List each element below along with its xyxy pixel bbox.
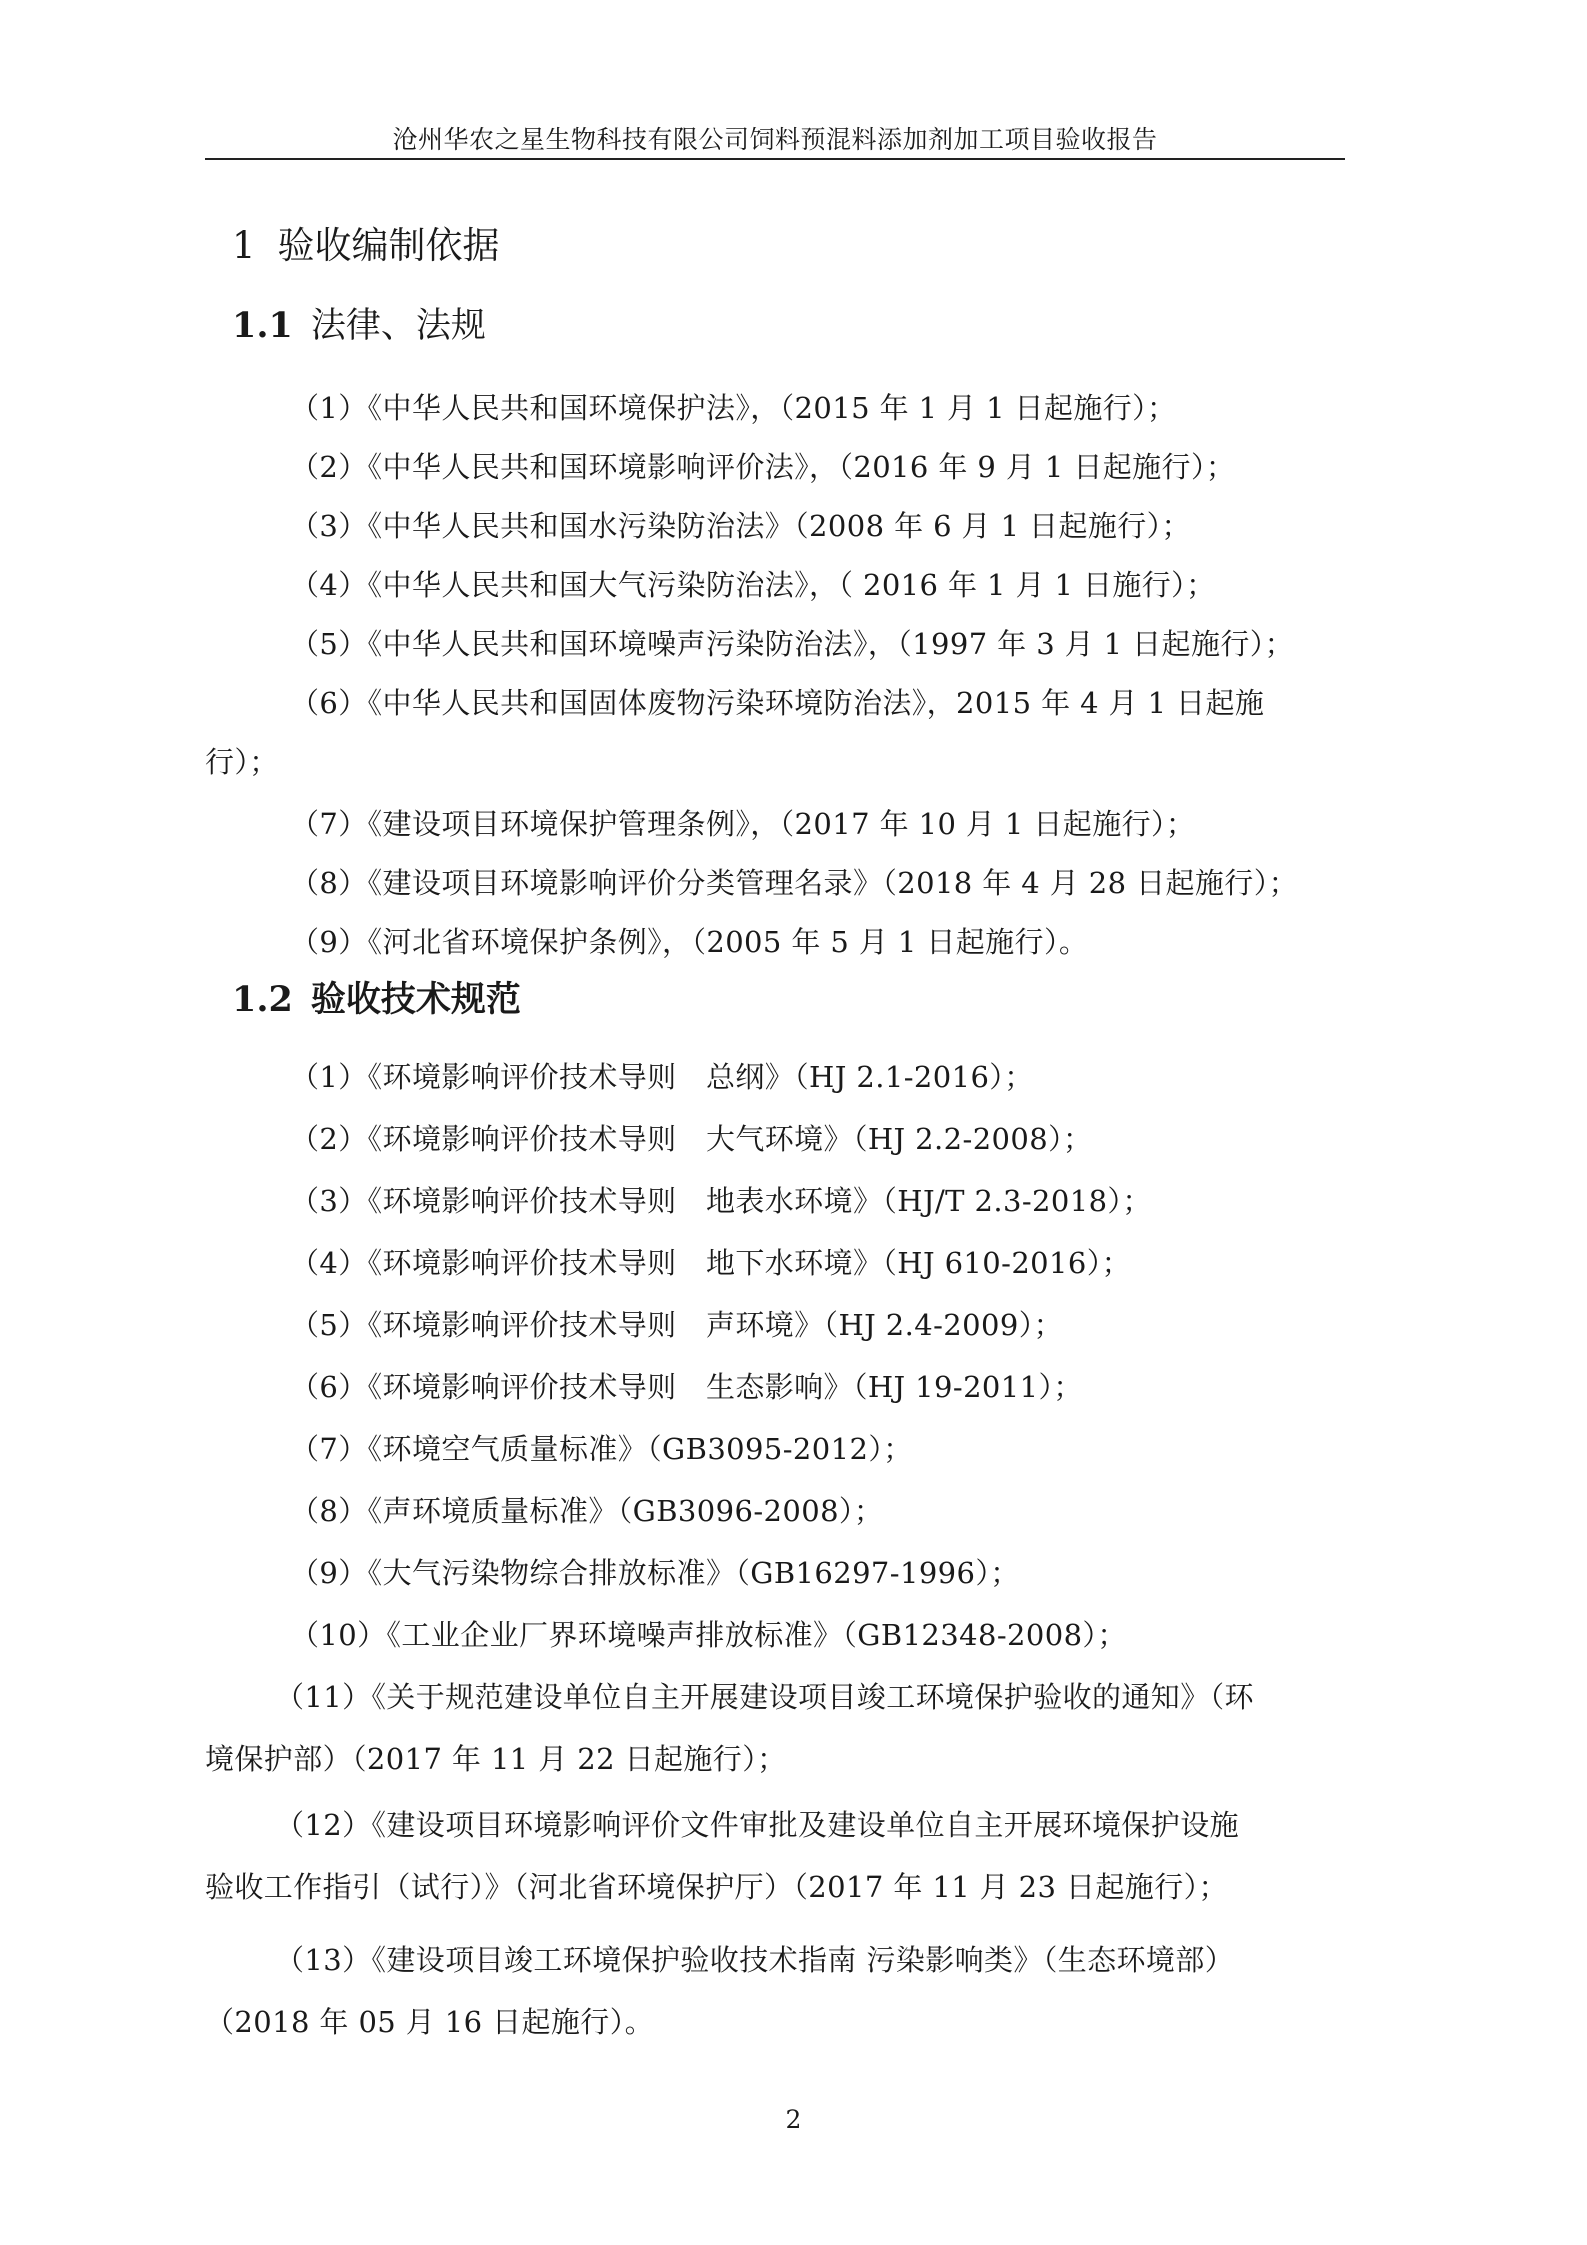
list-item: （12）《建设项目环境影响评价文件审批及建设单位自主开展环境保护设施: [275, 1808, 1240, 1842]
list-item: （11）《关于规范建设单位自主开展建设项目竣工环境保护验收的通知》（环: [275, 1680, 1254, 1714]
section-number: 1: [232, 224, 256, 267]
section-number: 1.1: [232, 305, 293, 346]
list-item: （4）《中华人民共和国大气污染防治法》，（ 2016 年 1 月 1 日施行）；: [290, 568, 1216, 602]
section-number: 1.2: [232, 979, 293, 1020]
list-item-continuation: （2018 年 05 月 16 日起施行）。: [205, 2005, 654, 2039]
list-item: （2）《环境影响评价技术导则 大气环境》（HJ 2.2-2008）；: [290, 1122, 1093, 1156]
section-heading-1-2: [232, 972, 521, 1022]
list-item: （5）《环境影响评价技术导则 声环境》（HJ 2.4-2009）；: [290, 1308, 1064, 1342]
section-title: 法律、法规: [310, 306, 486, 346]
list-item: （3）《环境影响评价技术导则 地表水环境》（HJ/T 2.3-2018）；: [290, 1184, 1152, 1218]
section-heading-1: [232, 215, 500, 269]
list-item-continuation: 境保护部）（2017 年 11 月 22 日起施行）；: [205, 1742, 787, 1776]
section-title: 验收编制依据: [277, 224, 500, 267]
section-heading-1-1: [232, 298, 486, 348]
list-item-continuation: 行）；: [205, 745, 279, 779]
list-item: （4）《环境影响评价技术导则 地下水环境》（HJ 610-2016）；: [290, 1246, 1132, 1280]
list-item: （7）《环境空气质量标准》（GB3095-2012）；: [290, 1432, 913, 1466]
list-item: （6）《环境影响评价技术导则 生态影响》（HJ 19-2011）；: [290, 1370, 1083, 1404]
list-item: （9）《大气污染物综合排放标准》（GB16297-1996）；: [290, 1556, 1020, 1590]
list-item: （8）《建设项目环境影响评价分类管理名录》（2018 年 4 月 28 日起施行）；: [290, 866, 1298, 900]
page-number: 2: [785, 2105, 802, 2134]
list-item: （1）《中华人民共和国环境保护法》，（2015 年 1 月 1 日起施行）；: [290, 391, 1177, 425]
list-item: （3）《中华人民共和国水污染防治法》（2008 年 6 月 1 日起施行）；: [290, 509, 1191, 543]
running-header: 沧州华农之星生物科技有限公司饲料预混料添加剂加工项目验收报告: [392, 125, 1158, 154]
list-item: （5）《中华人民共和国环境噪声污染防治法》，（1997 年 3 月 1 日起施行）；: [290, 627, 1295, 661]
list-item: （1）《环境影响评价技术导则 总纲》（HJ 2.1-2016）；: [290, 1060, 1034, 1094]
list-item: （7）《建设项目环境保护管理条例》，（2017 年 10 月 1 日起施行）；: [290, 807, 1196, 841]
list-item: （8）《声环境质量标准》（GB3096-2008）；: [290, 1494, 884, 1528]
list-item-continuation: 验收工作指引（试行）》（河北省环境保护厅）（2017 年 11 月 23 日起施行）；: [205, 1870, 1228, 1904]
list-item: （13）《建设项目竣工环境保护验收技术指南 污染影响类》（生态环境部）: [275, 1943, 1235, 1977]
list-item: （9）《河北省环境保护条例》，（2005 年 5 月 1 日起施行）。: [290, 925, 1089, 959]
header-rule: [205, 158, 1345, 160]
list-item: （6）《中华人民共和国固体废物污染环境防治法》，2015 年 4 月 1 日起施: [290, 686, 1265, 720]
section-title: 验收技术规范: [310, 979, 521, 1020]
list-item: （2）《中华人民共和国环境影响评价法》，（2016 年 9 月 1 日起施行）；: [290, 450, 1236, 484]
list-item: （10）《工业企业厂界环境噪声排放标准》（GB12348-2008）；: [290, 1618, 1127, 1652]
